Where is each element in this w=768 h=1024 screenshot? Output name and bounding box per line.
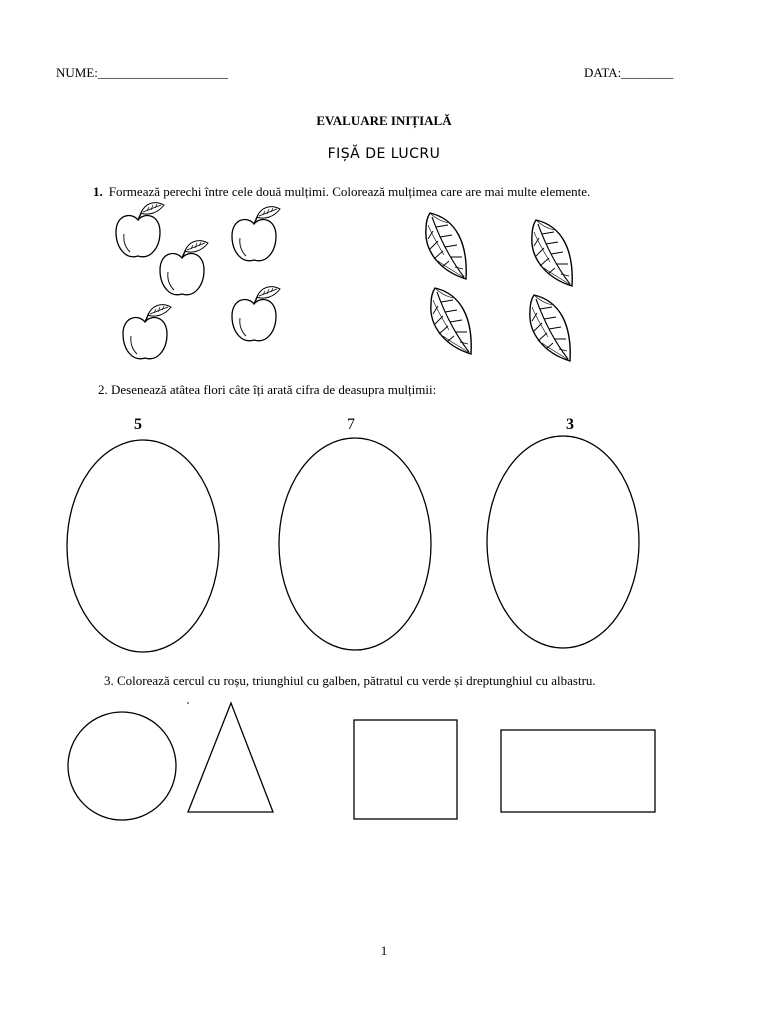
page-title: EVALUARE INIȚIALĂ <box>316 113 452 128</box>
leaf-icon <box>530 295 570 361</box>
leaf-icon <box>532 220 572 286</box>
apple-icon <box>232 287 280 341</box>
set-oval-2[interactable] <box>279 438 431 650</box>
exercise-1-number: 1. <box>93 184 103 199</box>
apple-icon <box>160 241 208 295</box>
set-digit-2: 7 <box>347 416 355 433</box>
shape-circle[interactable] <box>68 712 176 820</box>
shape-rectangle[interactable] <box>501 730 655 812</box>
apple-icon <box>123 305 171 359</box>
set-oval-3[interactable] <box>487 436 639 648</box>
name-field-line: NUME:____________________ <box>56 65 228 80</box>
leaf-icon <box>426 213 466 279</box>
page-subtitle: FIȘĂ DE LUCRU <box>327 146 441 162</box>
exercise-2-instruction: 2. Desenează atâtea flori câte îți arată cifra de deasupra mulțimii: <box>98 382 437 397</box>
apple-icon <box>116 203 164 257</box>
shape-square[interactable] <box>354 720 457 819</box>
date-field-line: DATA:________ <box>584 65 674 80</box>
set-digit-3: 3 <box>566 416 574 433</box>
apple-icon <box>232 207 280 261</box>
set-digit-1: 5 <box>134 416 142 433</box>
set-oval-1[interactable] <box>67 440 219 652</box>
page-number: 1 <box>380 943 388 958</box>
stray-dot <box>187 702 189 704</box>
shape-triangle[interactable] <box>188 703 273 812</box>
leaf-icon <box>431 288 471 354</box>
exercise-3-instruction: 3. Colorează cercul cu roșu, triunghiul cu galben, pătratul cu verde și dreptunghiul cu albastru. <box>104 673 596 688</box>
exercise-1-text: Formează perechi între cele două mulțimi. Colorează mulțimea care are mai multe elemente. <box>108 184 591 199</box>
